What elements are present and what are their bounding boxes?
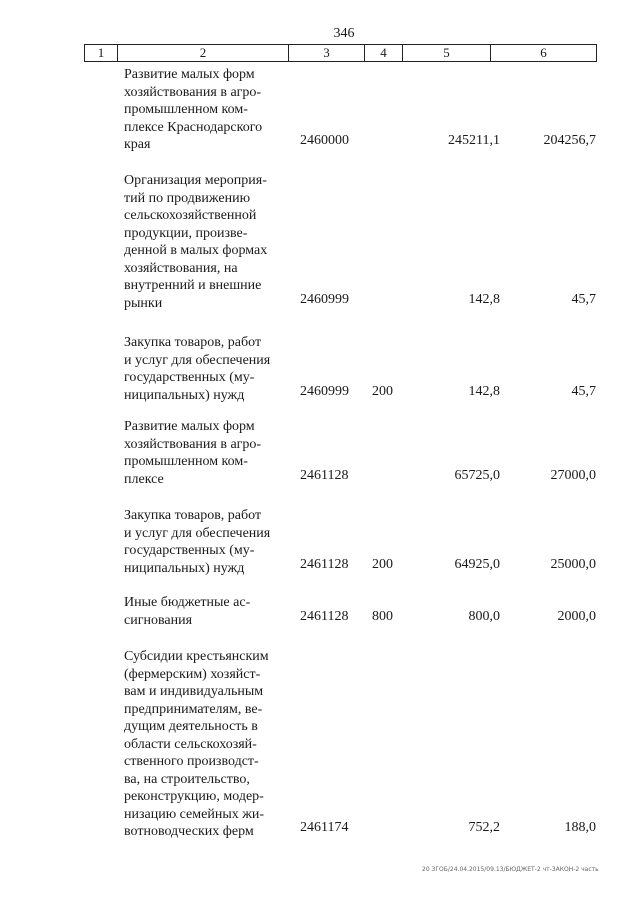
- row-name-line: промышленном ком-: [124, 454, 248, 469]
- row-name-line: продукции, произве-: [124, 225, 248, 241]
- row-code: 2460999: [300, 291, 349, 307]
- column-number-3: 3: [289, 45, 365, 61]
- row-name: [124, 418, 284, 488]
- row-value-col6: 45,7: [571, 383, 596, 399]
- row-name-line: и услуг для обеспечения: [124, 352, 271, 368]
- row-name-line: вотноводческих ферм: [124, 824, 254, 839]
- row-name-line: ва, на строительство,: [124, 771, 250, 787]
- row-name-line: предпринимателям, ве-: [124, 701, 263, 717]
- row-name-line: государственных (му-: [124, 370, 255, 385]
- row-value-col5: 142,8: [468, 291, 500, 307]
- row-name-line: хозяйствования в агро-: [124, 84, 262, 100]
- row-name-line: Развитие малых форм: [124, 67, 255, 82]
- row-name-line: края: [124, 137, 151, 152]
- document-footer: 20 ЗГОБ/24.04.2015/09.13/БЮДЖЕТ-2 чт-ЗАКОН-2 часть: [422, 866, 599, 873]
- column-number-2: 2: [118, 45, 289, 61]
- row-name-line: и услуг для обеспечения: [124, 525, 271, 541]
- row-name-line: ниципальных) нужд: [124, 387, 245, 403]
- row-code: 2461128: [300, 467, 349, 483]
- row-name-line: денной в малых формах: [124, 243, 268, 258]
- row-name: [124, 594, 284, 629]
- row-name-line: хозяйствования, на: [124, 260, 238, 276]
- row-code: 2461128: [300, 556, 349, 572]
- column-number-4: 4: [365, 45, 403, 61]
- row-code: 2461128: [300, 608, 349, 624]
- row-value-col5: 752,2: [468, 820, 500, 835]
- row-name-line: промышленном ком-: [124, 102, 248, 117]
- row-name-line: плексе: [124, 471, 164, 487]
- row-value-col6: 2000,0: [557, 608, 596, 624]
- row-name: [124, 172, 284, 312]
- row-name-line: государственных (му-: [124, 543, 255, 558]
- row-name: [124, 648, 284, 841]
- row-name-line: низацию семейных жи-: [124, 806, 265, 822]
- row-name-line: (фермерским) хозяйст-: [124, 666, 261, 682]
- row-name: [124, 507, 284, 577]
- row-name-line: хозяйствования в агро-: [124, 436, 262, 452]
- row-value-col5: 64925,0: [454, 556, 500, 572]
- row-name-line: Развитие малых форм: [124, 419, 255, 434]
- row-name-line: Закупка товаров, работ: [124, 508, 262, 523]
- row-name-line: Организация мероприя-: [124, 173, 267, 188]
- row-value-col6: 204256,7: [543, 133, 596, 148]
- row-expense-type: 200: [372, 556, 393, 572]
- row-name-line: тий по продвижению: [124, 190, 251, 206]
- row-value-col6: 45,7: [571, 291, 596, 307]
- row-value-col6: 27000,0: [550, 467, 596, 483]
- row-name-line: Иные бюджетные ас-: [124, 595, 251, 610]
- row-value-col6: 25000,0: [550, 556, 596, 572]
- row-name-line: дущим деятельность в: [124, 719, 258, 734]
- row-code: 2460000: [300, 133, 349, 148]
- row-code: 2460999: [300, 383, 349, 399]
- page-number: 346: [333, 26, 355, 41]
- row-value-col5: 142,8: [468, 383, 500, 399]
- row-value-col5: 245211,1: [448, 133, 500, 148]
- row-expense-type: 800: [372, 608, 393, 624]
- row-value-col5: 800,0: [468, 608, 500, 624]
- row-name-line: реконструкцию, модер-: [124, 789, 264, 804]
- column-number-1: 1: [85, 45, 118, 61]
- row-name-line: Закупка товаров, работ: [124, 335, 262, 350]
- row-name-line: сельскохозяйственной: [124, 208, 257, 223]
- row-name-line: плексе Краснодарского: [124, 119, 263, 135]
- row-name-line: Субсидии крестьянским: [124, 649, 269, 664]
- row-expense-type: 200: [372, 383, 393, 399]
- row-name-line: внутренний и внешние: [124, 278, 262, 293]
- row-name-line: ниципальных) нужд: [124, 560, 245, 576]
- row-value-col5: 65725,0: [454, 467, 500, 483]
- row-name-line: вам и индивидуальным: [124, 684, 264, 699]
- row-name: [124, 334, 284, 404]
- row-name-line: сигнования: [124, 612, 193, 628]
- column-number-header: [84, 44, 597, 62]
- row-name-line: области сельскохозяй-: [124, 736, 257, 752]
- row-name-line: рынки: [124, 295, 163, 311]
- row-value-col6: 188,0: [564, 820, 596, 835]
- row-code: 2461174: [300, 820, 349, 835]
- row-name: [124, 66, 284, 154]
- column-number-6: 6: [540, 45, 547, 60]
- row-name-line: ственного производст-: [124, 754, 259, 769]
- column-number-5: 5: [403, 45, 491, 61]
